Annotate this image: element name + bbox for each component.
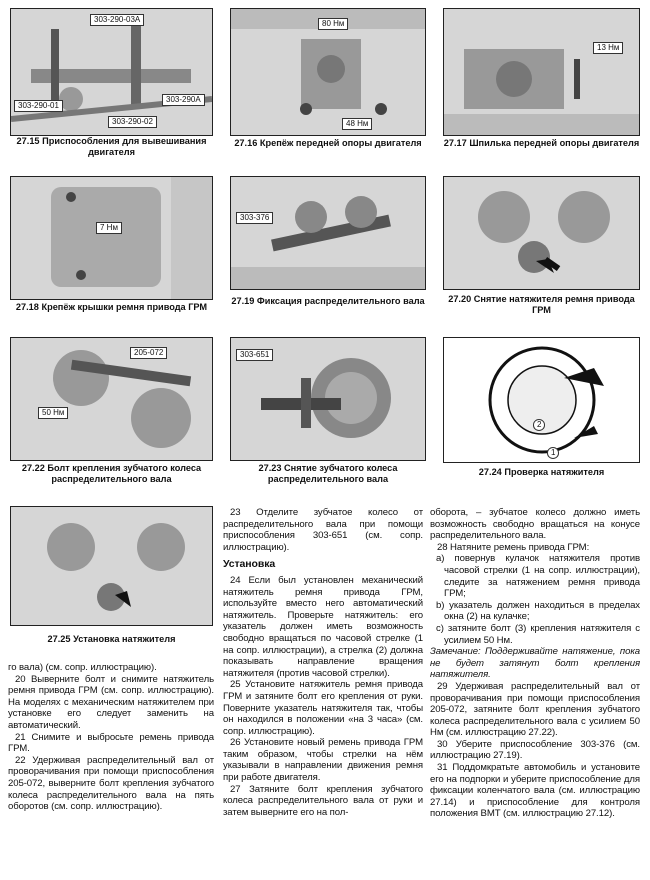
callout: 7 Нм [96,222,122,234]
figure-caption: 27.17 Шпилька передней опоры двигателя [443,138,640,148]
sprocket-bolt-photo [10,337,213,461]
callout: 2 [533,419,545,431]
figure-27-19 [230,176,426,326]
callout: 303-290А [162,94,205,106]
figure-caption: 27.15 Приспособления для вывешивания двигателя [16,136,207,157]
note: Замечание: Поддерживайте натяжение, пока не будет затянут болт крепления натяжителя. [430,646,640,681]
paragraph: 28 Натяните ремень привода ГРМ: [437,541,590,553]
paragraph: 21 Снимите и выбросьте ремень привода ГРМ. [8,731,214,755]
paragraph: 27 Затяните болт крепления зубчатого колеса распределительного вала от руки и затем выверните его на пол- [223,783,423,818]
callout: 50 Нм [38,407,68,419]
callout: 303-290-01 [14,100,63,112]
figure-27-15 [10,8,213,168]
list-item: c) затяните болт (3) крепления натяжителя с усилием 50 Нм. [436,622,640,646]
paragraph: 30 Уберите приспособление 303-376 (см. иллюстрацию 27.19). [430,738,640,762]
paragraph: 24 Если был установлен механический натяжитель ремня привода ГРМ, используйте вместо него автоматический натяжитель. Проверьте натяжитель: его указатель должен иметь возможность свободно вращаться по часовой стрелке (1 на сопр. иллюстрации), а стрелка (2) должна показывать направление вращения натяжителя (против часовой стрелки). [223,574,423,679]
tensioner-install-photo [10,506,213,626]
text-column-2 [223,507,423,818]
figure-27-23 [230,337,426,489]
figure-caption: 27.24 Проверка натяжителя [478,467,605,477]
callout: 13 Нм [593,42,623,54]
paragraph: 22 Удерживая распределительный вал от проворачивания при помощи приспособления 205-072, выверните болт крепления зубчатого колеса распределительного вала на пять оборотов (см. сопр. иллюстрацию). [8,754,214,813]
figure-caption: 27.16 Крепёж передней опоры двигателя [234,138,422,148]
paragraph: 23 Отделите зубчатое колесо от распределительного вала при помощи приспособления 303-651 (см. сопр. иллюстрацию). [223,507,423,553]
figure-caption: 27.23 Снятие зубчатого колеса распределительного вала [258,463,398,484]
figure-27-17 [443,8,640,168]
callout: 303-290-03А [90,14,144,26]
paragraph: оборота, – зубчатое колесо должно иметь возможность свободно вращаться на конусе распределительного вала. [430,507,640,542]
paragraph: 26 Установите новый ремень привода ГРМ таким образом, чтобы стрелки на нём указывали в направлении движения ремня при работе двигателя. [223,737,423,784]
figure-27-25 [10,506,213,654]
figure-27-18 [10,176,213,326]
paragraph: 20 Выверните болт и снимите натяжитель ремня привода ГРМ (см. сопр. иллюстрацию). На моделях с механическим натяжителем при установке его следует заменить на автоматический. [8,673,214,731]
callout: 205-072 [130,347,167,359]
paragraph: го вала) (см. сопр. иллюстрацию). [8,662,157,673]
list-item: а) повернув кулачок натяжителя против часовой стрелки (1 на сопр. иллюстрации), следите за натяжением ремня привода ГРМ; [436,553,640,600]
text-column-3 [430,507,640,820]
figure-27-20 [443,176,640,326]
figure-27-24 [443,337,640,489]
camshaft-lock-photo [230,176,426,290]
figure-27-16 [230,8,426,168]
paragraph: 31 Поддомкратьте автомобиль и установите его на подпорки и уберите приспособление для фиксации коленчатого вала (см. иллюстрацию 27.14) и приспособление для контроля положения ВМТ (см. иллюстрацию 27.12). [430,762,640,820]
callout: 1 [547,447,559,459]
tensioner-diagram [443,337,640,463]
mount-stud-photo [443,8,640,136]
tensioner-removal-photo [443,176,640,290]
text-column-1 [8,662,214,813]
callout: 80 Нм [318,18,348,30]
figure-27-22 [10,337,213,489]
list-item: b) указатель должен находиться в пределах окна (2) на кулачке; [436,599,640,623]
figure-caption: 27.19 Фиксация распределительного вала [231,296,425,306]
callout: 303-290-02 [108,116,157,128]
figure-caption: 27.25 Установка натяжителя [47,634,176,644]
section-heading: Установка [223,558,276,571]
figure-caption: 27.18 Крепёж крышки ремня привода ГРМ [15,302,208,312]
callout: 48 Нм [342,118,372,130]
callout: 303-376 [236,212,273,224]
callout: 303-651 [236,349,273,361]
figure-caption: 27.20 Снятие натяжителя ремня привода ГРМ [448,294,635,315]
paragraph: 29 Удерживая распределительный вал от проворачивания при помощи приспособления 205-072, затяните болт крепления зубчатого колеса распределительного вала с усилием 50 Нм (см. иллюстрацию 27.22). [430,680,640,739]
belt-cover-photo [10,176,213,300]
paragraph: 25 Установите натяжитель ремня привода ГРМ и затяните болт его крепления от руки. Поверните указатель натяжителя так, чтобы он находился в положении «на 3 часа» (см. сопр. иллюстрацию). [223,679,423,737]
figure-caption: 27.22 Болт крепления зубчатого колеса распределительного вала [21,463,202,484]
